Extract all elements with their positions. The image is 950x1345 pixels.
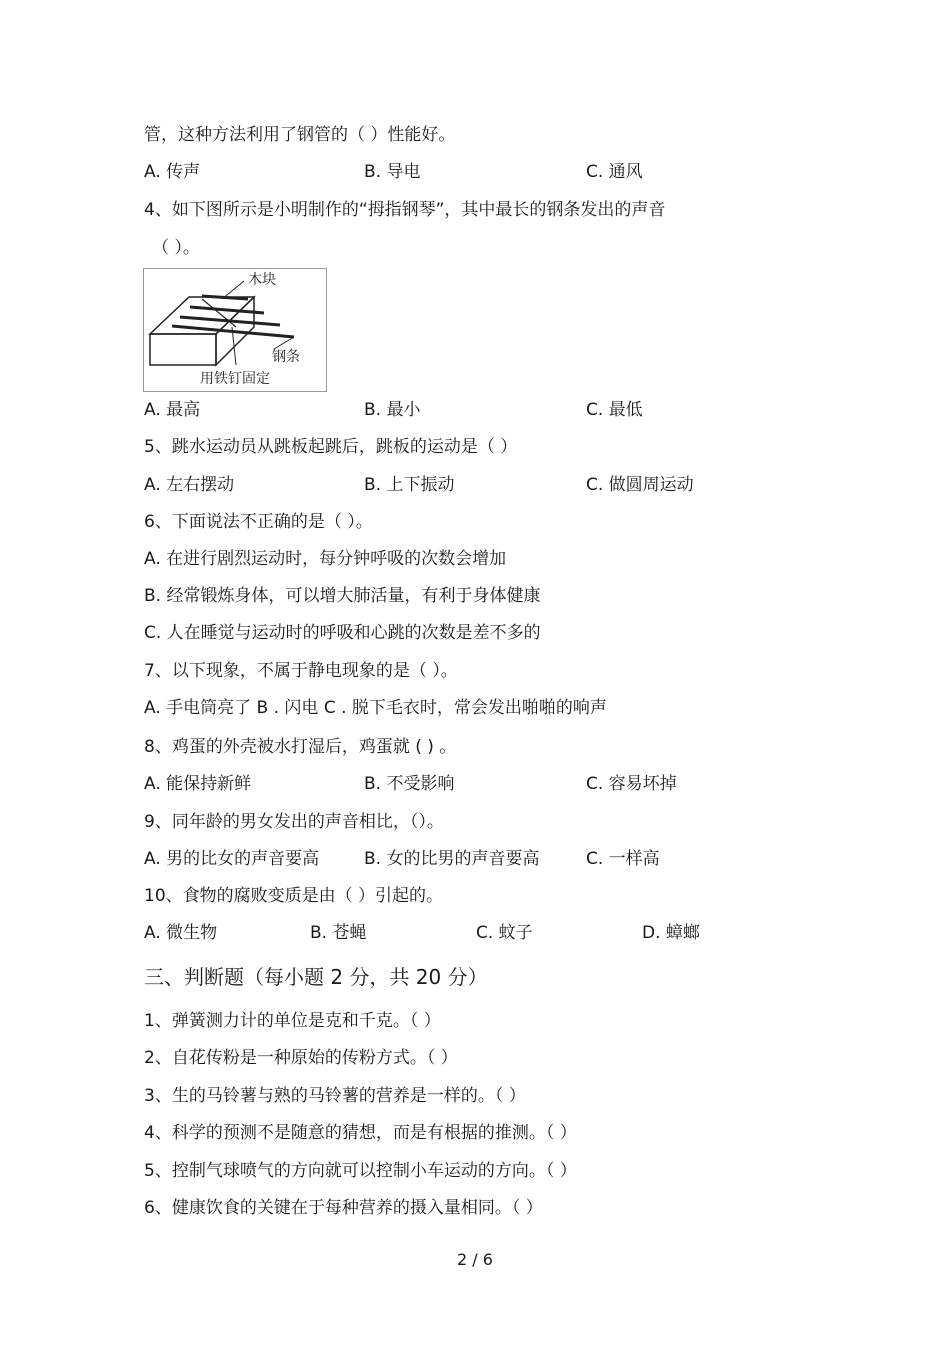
q8-stem: 8、鸡蛋的外壳被水打湿后，鸡蛋就 ( ) 。 xyxy=(144,737,457,757)
judge-item-6: 6、健康饮食的关键在于每种营养的摄入量相同。（ ） xyxy=(144,1198,543,1218)
judge-item-3: 3、生的马铃薯与熟的马铃薯的营养是一样的。（ ） xyxy=(144,1086,526,1106)
section-3-title: 三、判断题（每小题 2 分，共 20 分） xyxy=(144,965,488,989)
q6-option-a: A. 在进行剧烈运动时，每分钟呼吸的次数会增加 xyxy=(144,549,507,569)
q3-option-a: A. 传声 xyxy=(144,162,201,182)
q5-stem: 5、跳水运动员从跳板起跳后，跳板的运动是（ ） xyxy=(144,437,518,457)
judge-item-1: 1、弹簧测力计的单位是克和千克。（ ） xyxy=(144,1011,441,1031)
figure-label-block: 木块 xyxy=(248,272,276,288)
figure-label-strip: 钢条 xyxy=(272,349,300,365)
q4-option-c: C. 最低 xyxy=(586,400,643,420)
judge-item-4: 4、科学的预测不是随意的猜想，而是有根据的推测。（ ） xyxy=(144,1123,577,1143)
q4-stem: 4、如下图所示是小明制作的“拇指钢琴”，其中最长的钢条发出的声音 xyxy=(144,200,666,220)
q10-option-d: D. 蟑螂 xyxy=(642,923,700,943)
q6-option-c: C. 人在睡觉与运动时的呼吸和心跳的次数是差不多的 xyxy=(144,623,541,643)
q9-option-b: B. 女的比男的声音要高 xyxy=(364,849,540,869)
q5-option-a: A. 左右摆动 xyxy=(144,475,235,495)
judge-item-5: 5、控制气球喷气的方向就可以控制小车运动的方向。（ ） xyxy=(144,1161,577,1181)
q6-stem: 6、下面说法不正确的是（ ）。 xyxy=(144,512,373,532)
q5-option-b: B. 上下振动 xyxy=(364,475,455,495)
q7-stem: 7、以下现象，不属于静电现象的是（ ）。 xyxy=(144,661,458,681)
q3-option-b: B. 导电 xyxy=(364,162,421,182)
q5-option-c: C. 做圆周运动 xyxy=(586,475,694,495)
q6-option-b: B. 经常锻炼身体，可以增大肺活量，有利于身体健康 xyxy=(144,586,541,606)
q9-option-a: A. 男的比女的声音要高 xyxy=(144,849,320,869)
q9-stem: 9、同年龄的男女发出的声音相比，（）。 xyxy=(144,812,444,832)
judge-item-2: 2、自花传粉是一种原始的传粉方式。（ ） xyxy=(144,1048,458,1068)
q10-stem: 10、食物的腐败变质是由（ ）引起的。 xyxy=(144,886,444,906)
figure-label-nail: 用铁钉固定 xyxy=(200,371,270,387)
q10-option-c: C. 蚊子 xyxy=(476,923,533,943)
q4-stem-line2: （ ）。 xyxy=(152,238,200,258)
q10-option-a: A. 微生物 xyxy=(144,923,218,943)
q9-option-c: C. 一样高 xyxy=(586,849,660,869)
thumb-piano-figure xyxy=(143,268,327,392)
q4-option-a: A. 最高 xyxy=(144,400,201,420)
q8-option-c: C. 容易坏掉 xyxy=(586,774,677,794)
q4-option-b: B. 最小 xyxy=(364,400,421,420)
q8-option-a: A. 能保持新鲜 xyxy=(144,774,252,794)
page-number: 2 / 6 xyxy=(457,1250,493,1269)
q7-options: A. 手电筒亮了 B . 闪电 C . 脱下毛衣时，常会发出啪啪的响声 xyxy=(144,698,607,718)
q8-option-b: B. 不受影响 xyxy=(364,774,455,794)
q3-option-c: C. 通风 xyxy=(586,162,643,182)
q3-stem: 管，这种方法利用了钢管的（ ）性能好。 xyxy=(144,125,456,145)
q10-option-b: B. 苍蝇 xyxy=(310,923,367,943)
